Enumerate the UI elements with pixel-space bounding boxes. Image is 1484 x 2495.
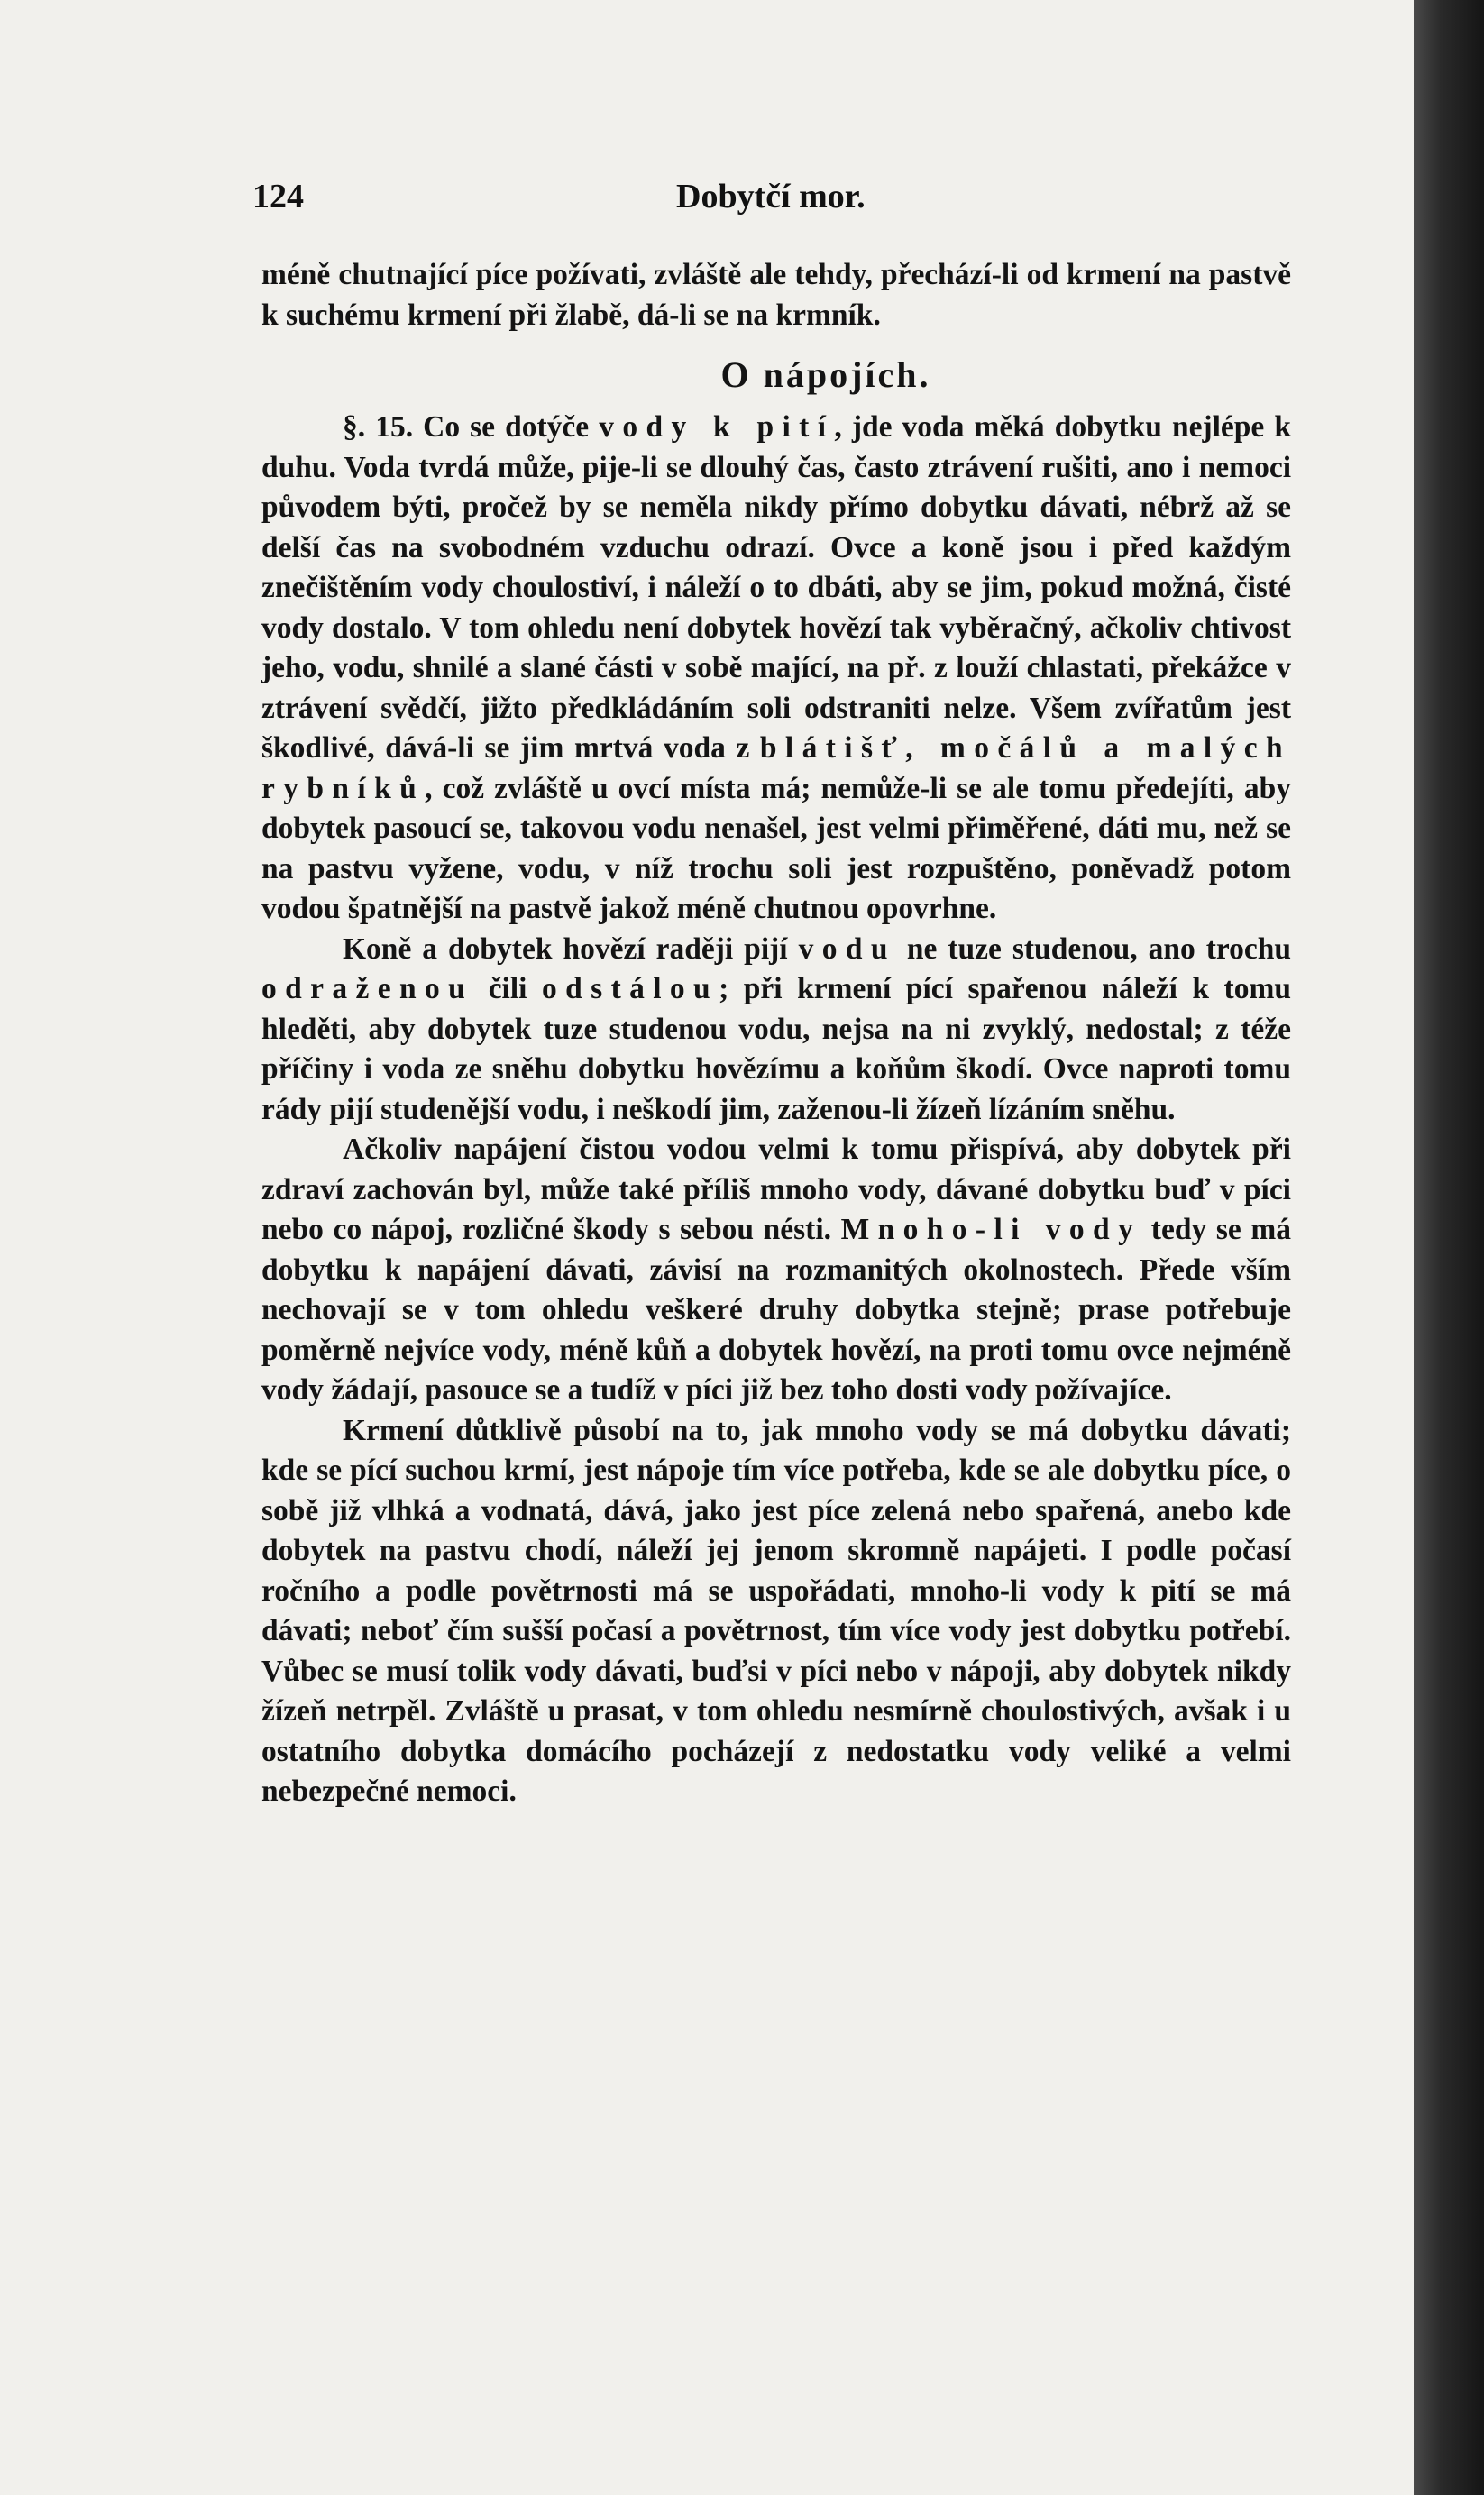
text-block: [261, 255, 1291, 1812]
page-number: 124: [252, 178, 304, 216]
spaced-emphasis: vodu: [798, 931, 896, 966]
spaced-emphasis: vody k pití: [599, 410, 835, 444]
paragraph-text: ne tuze studenou, ano trochu: [895, 931, 1291, 966]
paragraph-feeding: Krmení důtklivě působí na to, jak mnoho vody se má dobytku dávati; kde se pící suchou krmí, jest nápoje tím více potřeba, kde se ale dobytku píce, o sobě již vlhká a vodnatá, dává, jako jest píce zelená nebo spařená, anebo kde dobytek na pastvu chodí, náleží jej jenom skromně napájeti. I podle počasí ročního a podle povětrnosti má se uspořádati, mnoho-li vody k pití se má dávati; neboť čím sušší počasí a povětrnost, tím více vody jest dobytku potřebí. Vůbec se musí tolik vody dávati, buďsi v píci nebo v nápoji, aby dobytek nikdy žízeň netrpěl. Zvláště u prasat, v tom ohledu nesmírně choulostivých, avšak i u ostatního dobytka domácího pocházejí z nedostatku vody veliké a velmi nebezpečné nemoci.: [261, 1413, 1291, 1808]
paragraph-text: , jde voda měká dobytku nejlépe k duhu. Voda tvrdá může, pije-li se dlouhý čas, často ztrávení rušiti, ano i nemoci původem býti, pročež by se neměla nikdy přímo dobytku dávati, nébrž až se delší čas na svobodném vzduchu odrazí. Ovce a koně jsou i před každým znečištěním vody choulostiví, i náleží o to dbáti, aby se jim, pokud možná, čisté vody dostalo. V tom ohledu není dobytek hovězí tak vyběračný, ačkoliv chtivost jeho, vodu, shnilé a slané části v sobě mající, na př. z louží chlastati, překážce v ztrávení svědčí, jižto předkládáním soli odstraniti nelze. Všem zvířatům jest škodlivé, dává-li se jim mrtvá voda z: [261, 410, 1291, 765]
running-head: Dobytčí mor.: [676, 178, 866, 216]
spaced-emphasis: odraženou: [261, 972, 474, 1005]
paragraph-text: Koně a dobytek hovězí raději pijí: [343, 931, 799, 966]
paragraph-text: §. 15. Co se dotýče: [343, 410, 600, 444]
page-edge-shadow: [1414, 0, 1484, 2495]
paragraph-text: Ačkoliv napájení čistou vodou velmi k tomu přispívá, aby dobytek při zdraví zachován byl, může také příliš mnoho vody, dávané dobytku buď v píci nebo co nápoj, rozličné škody s sebou nésti.: [261, 1133, 1291, 1246]
paragraph-water-amount: [261, 1130, 1291, 1411]
spaced-emphasis: blátišť, močálů a malých rybníků: [261, 731, 1291, 805]
paragraph-text: , což zvláště u ovcí místa má; nemůže-li se ale tomu předejíti, aby dobytek pasoucí se, takovou vodu nenašel, jest velmi přiměřené, dáti mu, než se na pastvu vyžene, vodu, v níž trochu soli jest rozpuštěno, poněvadž potom vodou špatnější na pastvě jakož méně chutnou opovrhne.: [261, 771, 1291, 925]
paragraph-text: ; při krmení pící spařenou náleží k tomu hleděti, aby dobytek tuze studenou vodu, nejsa na ni zvyklý, nedostal; z téže příčiny i voda ze sněhu dobytku hovězímu a koňům škodí. Ovce naproti tomu rády pijí studenější vodu, i neškodí jim, zaženou-li žízeň lízáním sněhu.: [261, 972, 1291, 1126]
paragraph-water-temperature: [261, 930, 1291, 1131]
spaced-emphasis: Mnoho-li vody: [840, 1213, 1142, 1246]
section-heading: O nápojích.: [720, 354, 931, 395]
page-header: [252, 177, 1280, 231]
spaced-emphasis: odstálou: [542, 972, 719, 1005]
intro-paragraph: méně chutnající píce požívati, zvláště ale tehdy, přechází-li od krmení na pastvě k suchému krmení při žlabě, dá-li se na krmník.: [261, 258, 1291, 332]
paragraph-text: čili: [473, 972, 543, 1005]
paragraph-text: tedy se má dobytku k napájení dávati, závisí na rozmanitých okolnostech. Přede vším nechovají se v tom ohledu veškeré druhy dobytka stejně; prase potřebuje poměrně nejvíce vody, méně kůň a dobytek hovězí, na proti tomu ovce nejméně vody žádají, pasouce se a tudíž v píci již bez toho dosti vody požívajíce.: [261, 1213, 1291, 1407]
paragraph-15: [261, 408, 1291, 930]
